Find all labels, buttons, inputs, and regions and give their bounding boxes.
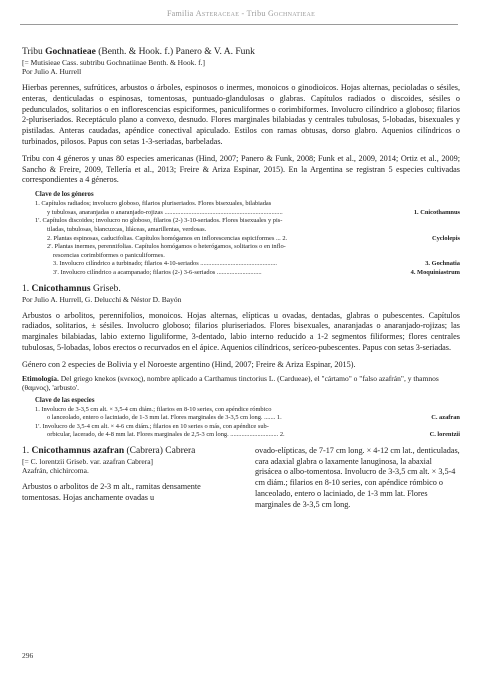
genus-number: 1. (22, 283, 30, 294)
running-head (0, 9, 482, 18)
etymology-label: Etimología. (22, 373, 59, 383)
tribe-synonym: [= Mutisieae Cass. subtribu Gochnatiinae Benth. & Hook. f.] (22, 58, 205, 67)
page-number: 296 (22, 651, 34, 660)
header-rule (20, 24, 458, 25)
right-column (255, 446, 460, 511)
tribe-description: Hierbas perennes, sufrútices, arbustos o árboles, espinosos o inermes, monoicos o ginodioicos. Hojas alternas, pecioladas o sésiles, enteras, denticuladas o espinosas, tomentosas, puntuado-glandulosas o glabras. Capítulos radiados o discoides, sésiles o pedunculados, solitarios o en inflorescencias espiciformes, paniculiformes o corimbiformes. Involucro cilíndrico a globoso; filarios 2-pluriseriados. Receptáculo plano a convexo, desnudo. Flores marginales bilabiadas y centrales tubulosas, 5-lobadas, bisexuales y pistiladas. Anteras caudadas, apéndice conectival apiculado. Estilos con ramas obtusas, dorso glabro. Aquenios cilíndricos o turbinados, pilosos. Papus con setas 1-3-seriadas, barbeladas. (22, 83, 460, 146)
species-description-part1: Arbustos o arbolitos de 2-3 m alt., ramitas densamente tomentosas. Hojas anchamente ovadas u (22, 481, 201, 502)
key-line: 1. Capítulos radiados; involucro globoso, filarios pluriseriados. Flores bisexuales, bilabiadas (35, 200, 272, 208)
left-column (22, 446, 227, 511)
key-line: 1. Involucro de 3-3,5 cm alt. × 3,5-4 cm diám.; filarios en 8-10 series, con apéndice rómbico (35, 405, 272, 413)
running-head-family-name: Asteraceae (195, 9, 240, 18)
species-key-title: Clave de las especies (35, 396, 95, 404)
tribe-heading (22, 47, 460, 58)
species-heading (22, 446, 227, 457)
species-key (35, 396, 460, 440)
tribe-authority: (Benth. & Hook. f.) Panero & V. A. Funk (98, 47, 255, 57)
etymology-text: Del griego knekos (κνεκος), nombre aplicado a Carthamus tinctorius L. (Cardueae), el "cártamo" o "falso azafrán", y thamnos (θαμνος), 'arbusto'. (22, 373, 439, 392)
genus-heading (22, 284, 460, 295)
running-head-tribe-name: Gochnatieae (267, 9, 316, 18)
key-line: orbicular, lacerado, de 4-8 mm lat. Flores marginales de 2,5-3 cm long. .............................. 2. C. lorentzii (47, 431, 460, 439)
genus-authority: Griseb. (93, 283, 121, 294)
species-synonym: [= C. lorentzii Griseb. var. azafran Cabrera] (22, 456, 154, 466)
genus-distribution: Género con 2 especies de Bolivia y el Noroeste argentino (Hind, 2007; Freire & Ariza Espinar, 2015). (22, 359, 356, 369)
key-line: rescencias corimbiformes o paniculiformes. (53, 251, 165, 259)
species-common-names: Azafrán, chichircoma. (22, 465, 89, 475)
species-name: Cnicothamnus azafran (31, 445, 125, 456)
species-number: 1. (22, 445, 30, 456)
two-column-section (22, 446, 460, 511)
species-authority: (Cabrera) Cabrera (126, 445, 196, 456)
key-line: tiladas, tubulosas, blancuzcas, liláceas, amarillentas, verdosas. (47, 225, 207, 233)
running-head-tribe-label: Tribu (246, 9, 266, 18)
tribe-distribution: Tribu con 4 géneros y unas 80 especies americanas (Hind, 2007; Panero & Funk, 2008; Funk et al., 2009, 2014; Ortiz et al., 2009; Sancho & Freire, 2009, Tellería et al., 2013; Freire & Ariza Espinar, 2015). En la Argentina se registran 5 especies cultivadas correspondientes a 4 géneros. (22, 153, 460, 185)
key-line: 1'. Capítulos discoides; involucro no globoso, filarios (2-) 3-10-seriados. Flores bisexuales y pis- (35, 217, 283, 225)
key-line: y tubulosas, anaranjadas o anaranjado-rojizas .......................................................................... 1. Cnicothamnus (47, 208, 460, 216)
tribe-label: Tribu (22, 47, 43, 57)
page-content (22, 47, 460, 511)
key-line: 2. Plantas espinosas, caducifolias. Capítulos homógamos en inflorescencias espiciformes ... 2. Cyclolepis (47, 234, 460, 242)
species-description-part2: ovado-elípticas, de 7-17 cm long. × 4-12 cm lat., denticuladas, cara adaxial glabra o laxamente lanuginosa, la abaxial grisácea o albo-tomentosa. Involucro de 3-3,5 cm alt. × 3,5-4 cm diám.; filarios en 8-10 series, con apéndice rómbico o lanceolado, entero o laciniado, de 1-3 mm lat. Flores marginales de 3-3,5 cm long. (255, 445, 460, 509)
running-head-family-label: Familia (166, 9, 194, 18)
running-head-separator: - (239, 9, 247, 18)
genus-etymology (22, 374, 460, 392)
genus-authors: Por Julio A. Hurrell, G. Delucchi & Néstor D. Bayón (22, 294, 182, 304)
key-line: 2'. Plantas inermes, perennifolias. Capítulos homógamos o heterógamos, solitarios o en inflo- (47, 243, 286, 251)
genus-key-title: Clave de los géneros (35, 191, 94, 199)
genus-name: Cnicothamnus (31, 283, 91, 294)
key-line: o lanceolado, entero o laciniado, de 1-3 mm lat. Flores marginales de 3-3,5 cm long. ....... 1. C. azafran (47, 414, 460, 422)
genus-key (35, 190, 460, 277)
key-line: 1'. Involucro de 3,5-4 cm alt. × 4-6 cm diám.; filarios en 10 series o más, con apéndice sub- (35, 422, 269, 430)
key-line: 3'. Involucro cilíndrico a acampanado; filarios (2-) 3-6-seriados ............................ 4. Moquiniastrum (53, 268, 460, 276)
genus-description: Arbustos o arbolitos, perennifolios, monoicos. Hojas alternas, elípticas u ovadas, dentadas, glabras o pubescentes. Capítulos radiados, solitarios, ± sésiles. Involucro globoso; filarios pluriseriados. Flores bisexuales, anaranjadas o anaranjado-rojizas; las marginales bilabiadas, labio externo liguliforme, 3-dentado, labio interno reducido a 1-2 segmentos filiformes; flores centrales tubulosas, 5-lobadas, lobos erectos o recurvados en el ápice. Aquenios cilíndricos, seríceo-pubescentes. Papus con setas 3-seriadas. (22, 310, 460, 352)
tribe-author: Por Julio A. Hurrell (22, 67, 82, 76)
tribe-name: Gochnatieae (45, 47, 96, 57)
key-line: 3. Involucro cilíndrico a turbinado; filarios 4-10-seriados ................................................ 3. Gochnatia (53, 260, 460, 268)
